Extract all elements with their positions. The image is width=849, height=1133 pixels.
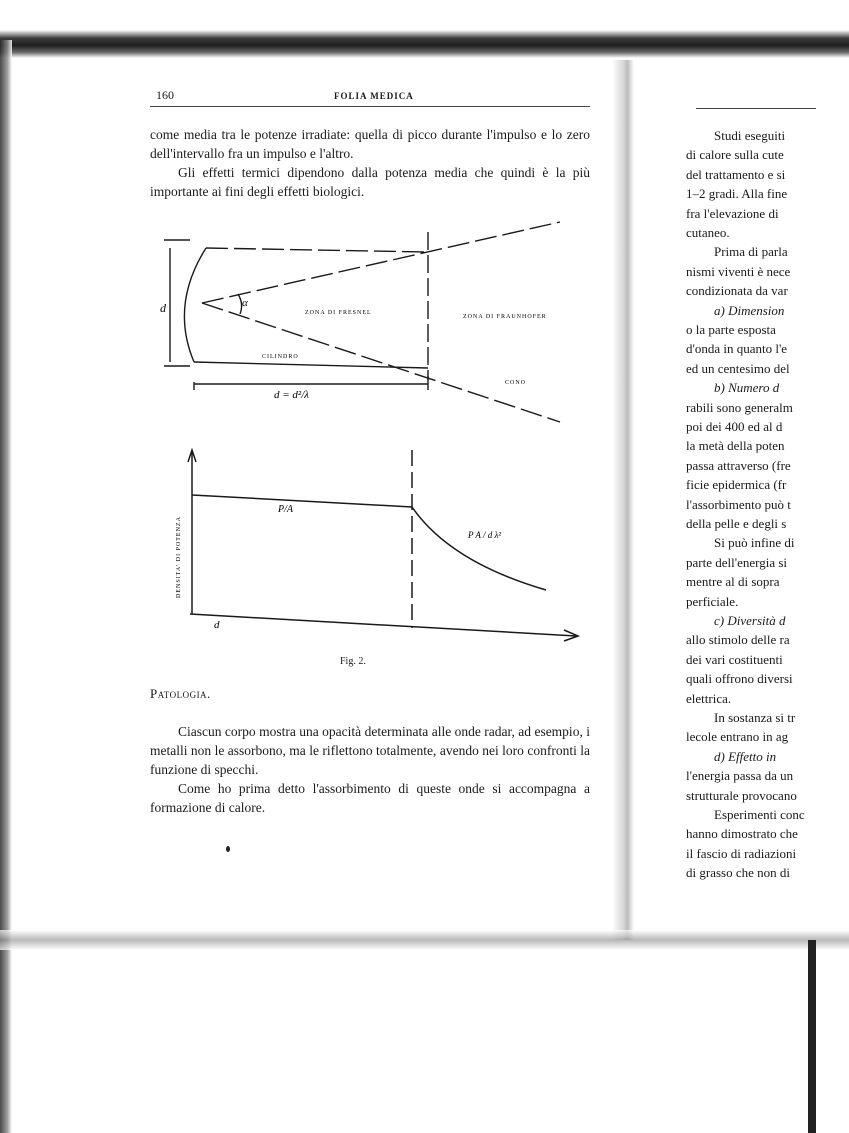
- label-d: d: [160, 301, 166, 315]
- cylinder-top-edge: [206, 248, 428, 252]
- right-page-line: il fascio di radiazioni: [686, 845, 797, 861]
- right-page-line: di grasso che non di: [686, 865, 790, 881]
- running-head: [150, 88, 590, 107]
- right-page-line: del trattamento e si: [686, 166, 786, 182]
- right-page-line: ed un centesimo del: [686, 360, 790, 376]
- right-page-line: Studi eseguiti: [714, 128, 786, 143]
- right-page-line: l'assorbimento può t: [686, 496, 791, 512]
- right-page-line: a) Dimension: [714, 302, 785, 318]
- right-page-line: di calore sulla cute: [686, 147, 784, 163]
- label-alpha: α: [242, 297, 248, 309]
- right-page-line: ficie epidermica (fr: [686, 477, 787, 493]
- x-axis: [190, 614, 576, 636]
- right-page-line: cutaneo.: [686, 225, 730, 240]
- right-page-line: passa attraverso (fre: [686, 457, 791, 473]
- right-page-line: c) Diversità d: [714, 613, 786, 628]
- label-fraunhofer-zone: ZONA DI FRAUNHOFER: [463, 314, 547, 320]
- top-text-block: [150, 125, 590, 201]
- right-page-line: elettrica.: [686, 690, 732, 706]
- right-page-line: fra l'elevazione di: [686, 205, 779, 221]
- cone-top-edge: [202, 222, 560, 303]
- figure-caption: Fig. 2.: [340, 656, 366, 667]
- left-page: [150, 88, 590, 201]
- label-cono: CONO: [505, 380, 527, 386]
- right-page-line: perficiale.: [686, 593, 739, 609]
- right-page-fragment: [676, 100, 816, 930]
- book-gutter: [612, 60, 634, 940]
- power-density-far-field: [412, 507, 546, 590]
- y-axis-label: DENSITA' DI POTENZA: [176, 516, 182, 598]
- right-page-line: Prima di parla: [714, 244, 788, 260]
- x-axis-label: d: [214, 619, 220, 631]
- page-number: 160: [156, 88, 174, 102]
- right-page-line: Esperimenti conc: [714, 807, 805, 822]
- right-page-line: mentre al di sopra: [686, 574, 780, 590]
- right-page-line: b) Numero d: [714, 380, 780, 396]
- scan-bottom-band: [0, 930, 849, 950]
- right-page-line: l'energia passa da un: [686, 768, 794, 784]
- right-page-line: lecole entrano in ag: [686, 729, 789, 745]
- right-page-line: quali offrono diversi: [686, 671, 793, 687]
- label-decay-curve: P A / d λ²: [468, 530, 502, 540]
- paragraph: Come ho prima detto l'assorbimento di queste onde si accompagna a formazione di calore.: [150, 781, 590, 815]
- antenna-reflector: [184, 248, 206, 362]
- figure-2: [150, 210, 590, 670]
- right-page-line: Si può infine di: [714, 535, 795, 551]
- right-page-line: strutturale provocano: [686, 787, 797, 803]
- right-page-line: della pelle e degli s: [686, 516, 787, 531]
- right-page-line: rabili sono generalm: [686, 399, 793, 415]
- right-page-line: hanno dimostrato che: [686, 826, 798, 842]
- label-fresnel-zone: ZONA DI FRESNEL: [305, 310, 372, 316]
- right-page-line: allo stimolo delle ra: [686, 632, 790, 648]
- paragraph: Gli effetti termici dipendono dalla potenza media che quindi è la più importante ai fini degli effetti biologici.: [150, 165, 590, 199]
- paragraph: come media tra le potenze irradiate: quella di picco durante l'impulso e lo zero dell'intervallo fra un impulso e l'altro.: [150, 127, 590, 161]
- power-density-near-field: [192, 495, 412, 507]
- paragraph: Ciascun corpo mostra una opacità determinata alle onde radar, ad esempio, i metalli non le assorbono, ma le riflettono totalmente, avendo nei loro confronti la funzione di specchi.: [150, 724, 590, 777]
- label-distance-formula: d = d²/λ: [274, 389, 310, 401]
- right-page-line: condizionata da var: [686, 283, 788, 299]
- right-page-line: d) Effetto in: [714, 748, 777, 764]
- right-page-line: In sostanza si tr: [714, 710, 796, 725]
- right-page-line: nismi viventi è nece: [686, 263, 791, 279]
- ink-speck: [226, 846, 230, 852]
- section-title: Patologia.: [150, 686, 211, 701]
- scan-left-edge: [0, 40, 12, 1133]
- right-page-line: d'onda in quanto l'e: [686, 341, 788, 357]
- right-page-line: poi dei 400 ed al d: [686, 419, 783, 434]
- right-page-line: 1–2 gradi. Alla fine: [686, 186, 788, 202]
- scan-shadow-band: [0, 30, 849, 58]
- right-page-line: parte dell'energia si: [686, 554, 788, 570]
- cone-bottom-edge: [202, 303, 560, 422]
- scan-right-edge: [808, 940, 816, 1133]
- label-flat-curve: P/A: [278, 504, 293, 515]
- bottom-text-block: [150, 722, 590, 817]
- right-page-line: la metà della poten: [686, 438, 785, 454]
- right-page-line: o la parte esposta: [686, 322, 776, 337]
- right-running-head-rule: [696, 108, 816, 109]
- journal-title: FOLIA MEDICA: [334, 91, 414, 101]
- figure-2-diagram: [150, 210, 590, 660]
- right-page-line: dei vari costituenti: [686, 651, 783, 667]
- label-cilindro: CILINDRO: [262, 354, 299, 360]
